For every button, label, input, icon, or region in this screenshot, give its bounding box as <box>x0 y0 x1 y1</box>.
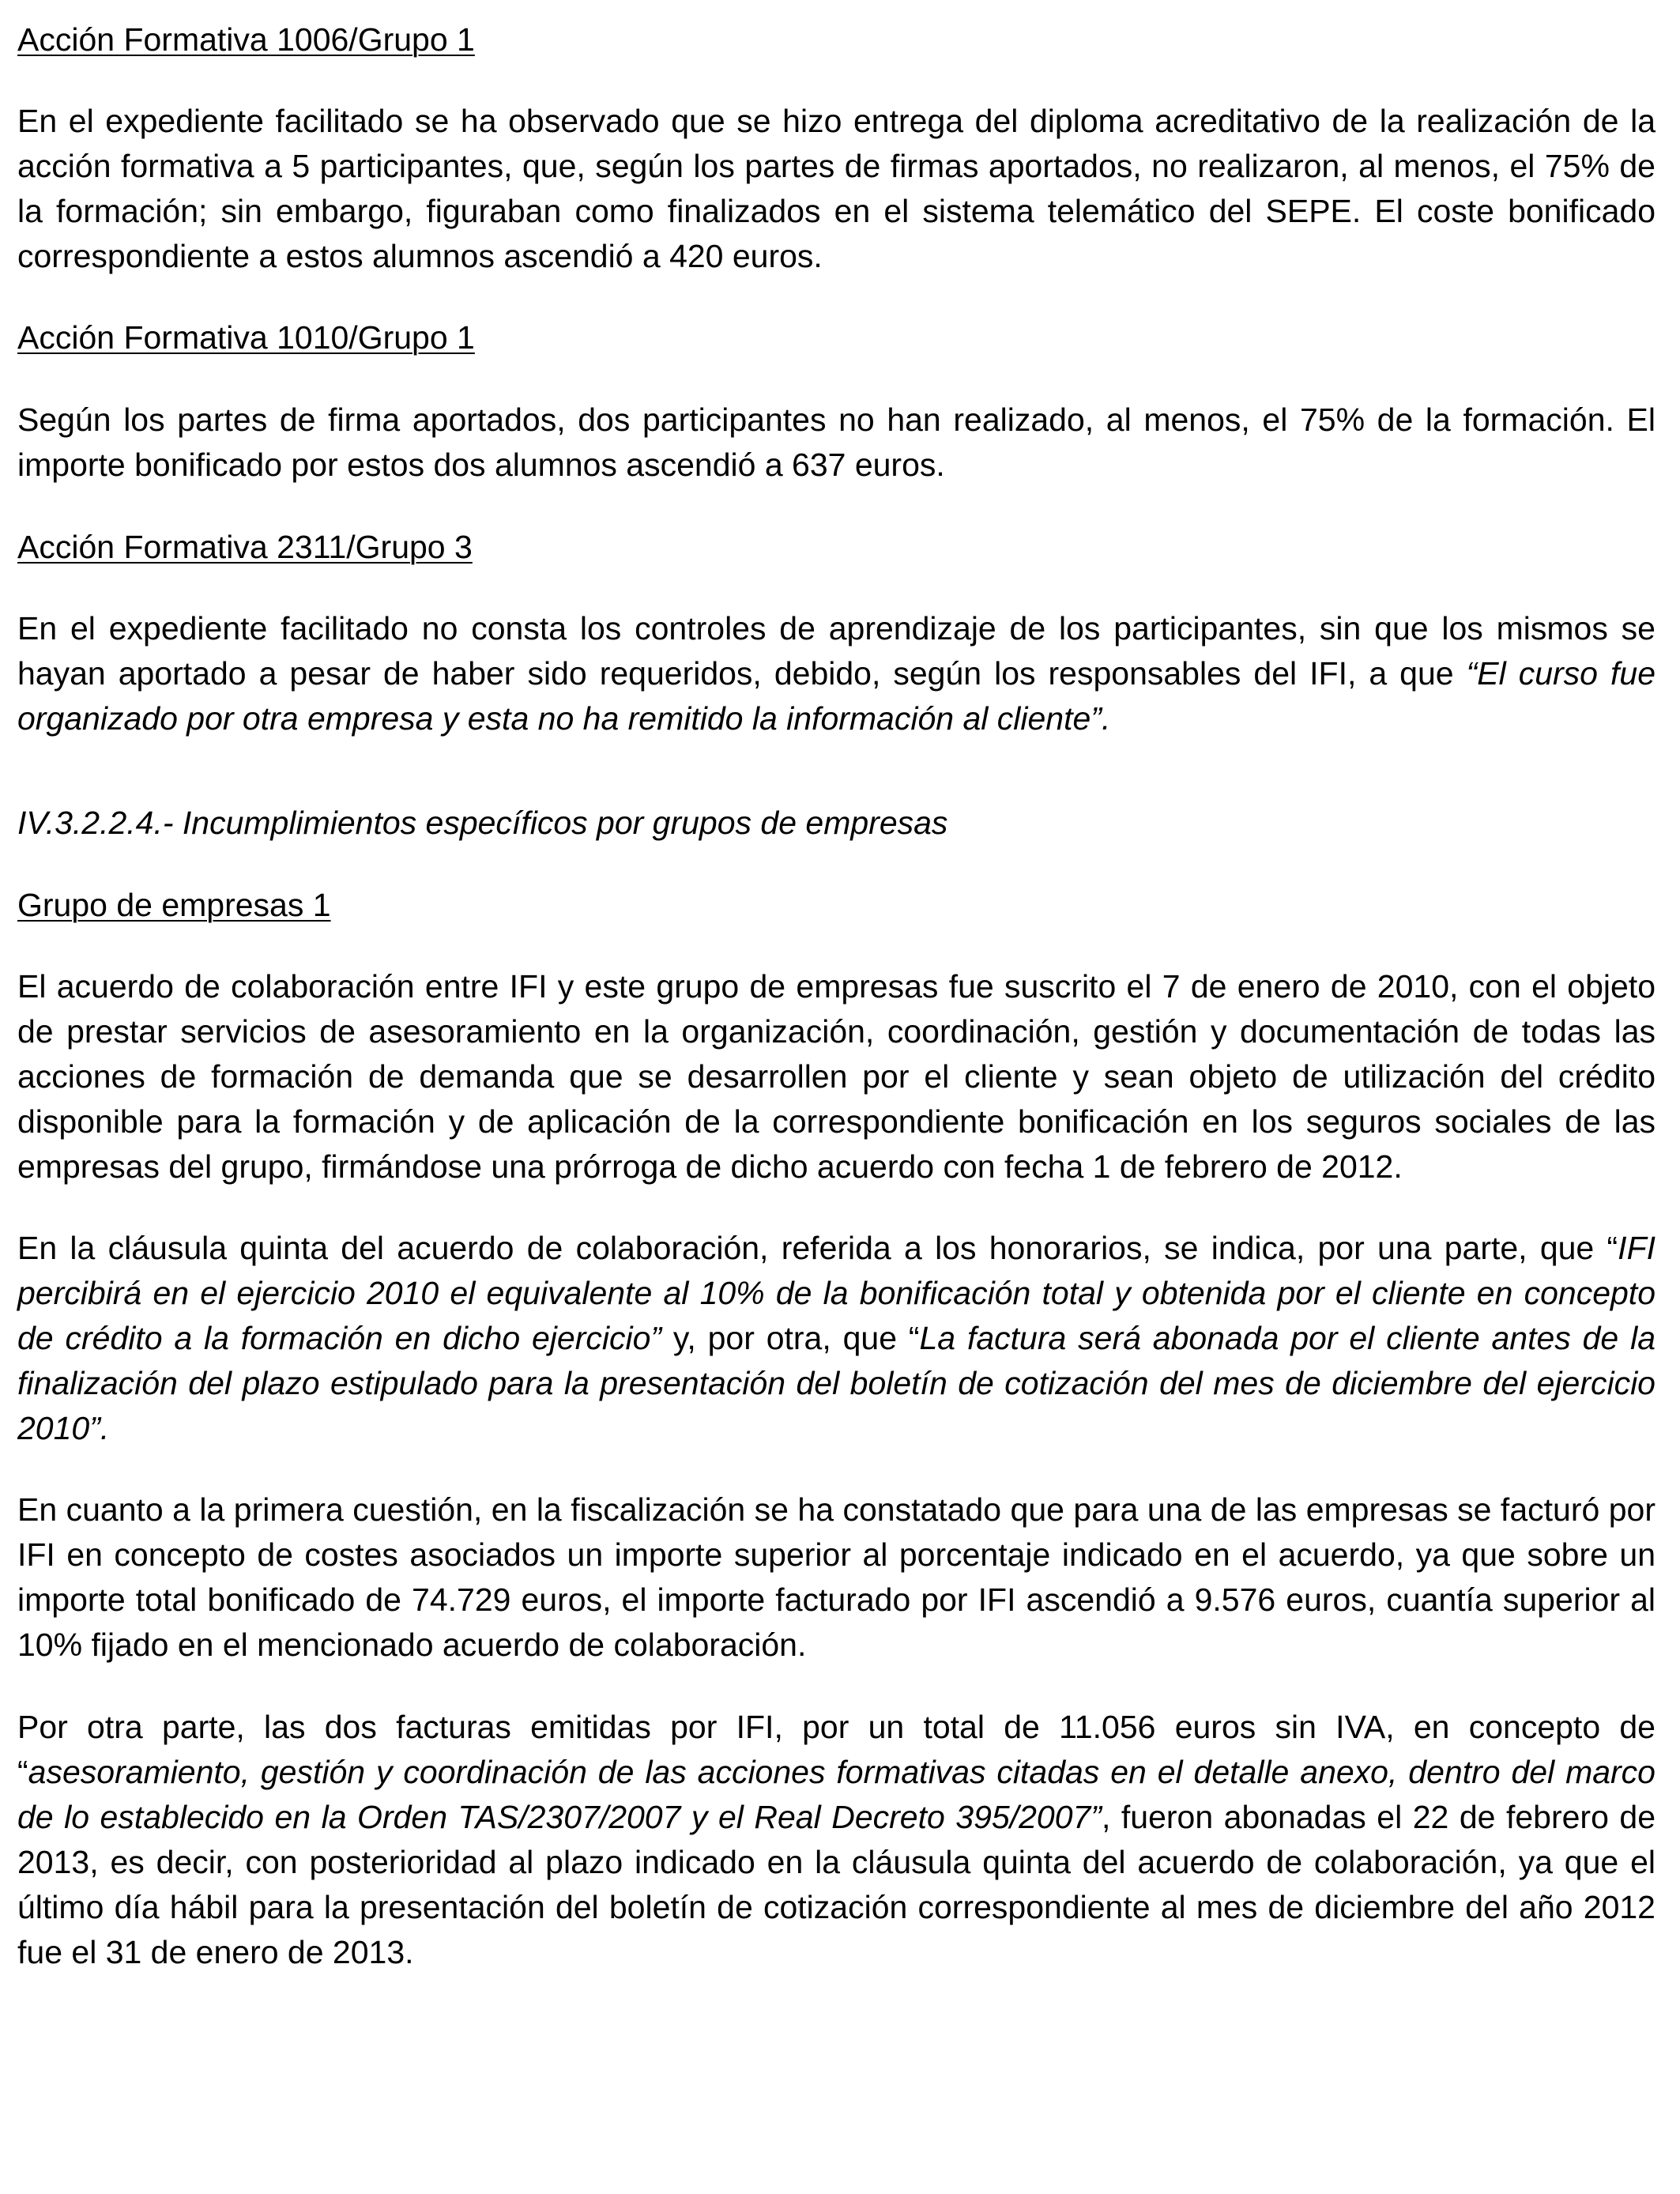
paragraph-text: En el expediente facilitado no consta los controles de aprendizaje de los participantes, sin que los mismos se hayan aportado a pesar de haber sido requeridos, debido, según los responsables del IFI, a que <box>17 610 1656 692</box>
paragraph-text: y, por otra, que “ <box>661 1320 920 1356</box>
quoted-text: La factura será abonada por el cliente antes de la finalización del plazo estipulado para la presentación del boletín de cotización del mes de diciembre del ejercicio 2010”. <box>17 1320 1656 1446</box>
paragraph-accion-1006: En el expediente facilitado se ha observado que se hizo entrega del diploma acreditativo de la realización de la acción formativa a 5 participantes, que, según los partes de firmas aportados, no realizaron, al menos, el 75% de la formación; sin embargo, figuraban como finalizados en el sistema telemático del SEPE. El coste bonificado correspondiente a estos alumnos ascendió a 420 euros. <box>17 103 1656 274</box>
paragraph-accion-1010: Según los partes de firma aportados, dos participantes no han realizado, al menos, el 75% de la formación. El importe bonificado por estos dos alumnos ascendió a 637 euros. <box>17 401 1656 483</box>
paragraph-text: Por otra parte, las dos facturas emitidas por IFI, por un total de 11.056 euros sin IVA, en concepto de “ <box>17 1709 1656 1790</box>
paragraph-text: En la cláusula quinta del acuerdo de colaboración, referida a los honorarios, se indica, por una parte, que “ <box>17 1230 1618 1266</box>
quoted-text: IFI percibirá en el ejercicio 2010 el equivalente al 10% de la bonificación total y obtenida por el cliente en concepto de crédito a la formación en dicho ejercicio” <box>17 1230 1656 1356</box>
paragraph-acuerdo-colaboracion: El acuerdo de colaboración entre IFI y este grupo de empresas fue suscrito el 7 de enero de 2010, con el objeto de prestar servicios de asesoramiento en la organización, coordinación, gestión y documentación de todas las acciones de formación de demanda que se desarrollen por el cliente y sean objeto de utilización del crédito disponible para la formación y de aplicación de la correspondiente bonificación en los seguros sociales de las empresas del grupo, firmándose una prórroga de dicho acuerdo con fecha 1 de febrero de 2012. <box>17 968 1656 1185</box>
heading-accion-1010: Acción Formativa 1010/Grupo 1 <box>17 319 475 356</box>
paragraph-text: , fueron abonadas el 22 de febrero de 2013, es decir, con posterioridad al plazo indicado en la cláusula quinta del acuerdo de colaboración, ya que el último día hábil para la presentación del boletín de cotización correspondiente al mes de diciembre del año 2012 fue el 31 de enero de 2013. <box>17 1799 1656 1970</box>
paragraph-accion-2311 <box>17 606 1656 741</box>
paragraph-clausula-quinta <box>17 1226 1656 1451</box>
heading-grupo-empresas-1: Grupo de empresas 1 <box>17 887 331 923</box>
heading-accion-2311: Acción Formativa 2311/Grupo 3 <box>17 529 473 565</box>
section-title-incumplimientos: IV.3.2.2.4.- Incumplimientos específicos por grupos de empresas <box>17 805 948 841</box>
paragraph-primera-cuestion: En cuanto a la primera cuestión, en la fiscalización se ha constatado que para una de las empresas se facturó por IFI en concepto de costes asociados un importe superior al porcentaje indicado en el acuerdo, ya que sobre un importe total bonificado de 74.729 euros, el importe facturado por IFI ascendió a 9.576 euros, cuantía superior al 10% fijado en el mencionado acuerdo de colaboración. <box>17 1491 1656 1663</box>
quoted-text: asesoramiento, gestión y coordinación de las acciones formativas citadas en el detalle anexo, dentro del marco de lo establecido en la Orden TAS/2307/2007 y el Real Decreto 395/2007” <box>17 1754 1656 1835</box>
heading-accion-1006: Acción Formativa 1006/Grupo 1 <box>17 21 475 58</box>
paragraph-facturas-emitidas <box>17 1705 1656 1975</box>
document-page <box>17 17 1656 1975</box>
quoted-text: “El curso fue organizado por otra empresa y esta no ha remitido la información al cliente”. <box>17 655 1656 737</box>
